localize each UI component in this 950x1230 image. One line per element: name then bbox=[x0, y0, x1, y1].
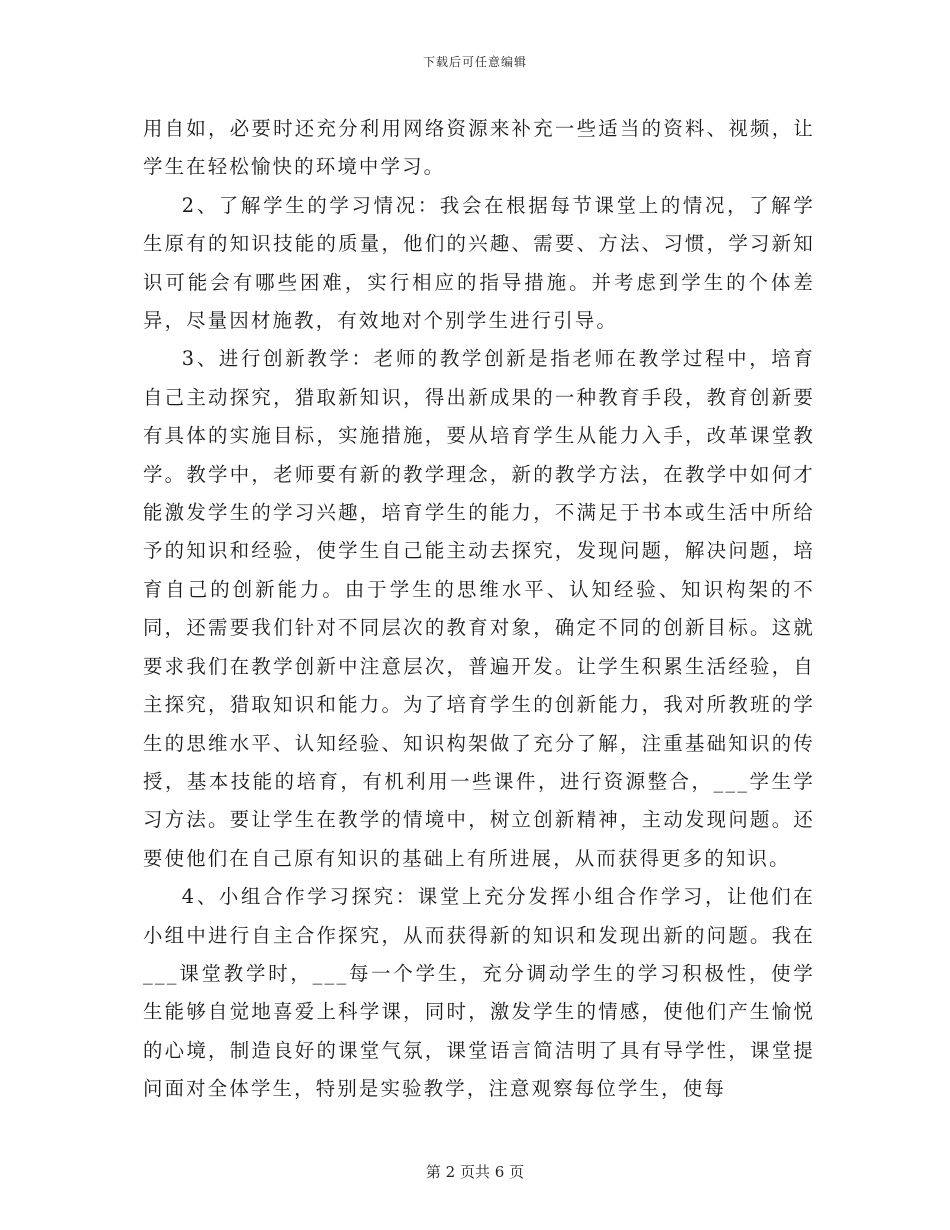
paragraph-item-4: 4、小组合作学习探究：课堂上充分发挥小组合作学习，让他们在小组中进行自主合作探究，从而获得新的知识和发现出新的问题。我在___课堂教学时，___每一个学生，充分调动学生的学习积极性，使学生能够自觉地喜爱上科学课，同时，激发学生的情感，使他们产生愉悦的心境，制造良好的课堂气氛，课堂语言简洁明了具有导学性，课堂提问面对全体学生，特别是实验教学，注意观察每位学生，使每 bbox=[143, 885, 815, 1101]
paragraph-item-2: 2、了解学生的学习情况：我会在根据每节课堂上的情况，了解学生原有的知识技能的质量，他们的兴趣、需要、方法、习惯，学习新知识可能会有哪些困难，实行相应的指导措施。并考虑到学生的个体差异，尽量因材施教，有效地对个别学生进行引导。 bbox=[143, 193, 815, 333]
page-header: 下载后可任意编辑 bbox=[422, 55, 527, 69]
paragraph-continuation: 用自如，必要时还充分利用网络资源来补充一些适当的资料、视频，让学生在轻松愉快的环境中学习。 bbox=[143, 117, 815, 179]
page-number-footer: 第 2 页共 6 页 bbox=[425, 1163, 525, 1181]
document-body bbox=[143, 110, 815, 1109]
paragraph-item-3: 3、进行创新教学：老师的教学创新是指老师在教学过程中，培育自己主动探究，猎取新知识，得出新成果的一种教育手段，教育创新要有具体的实施目标，实施措施，要从培育学生从能力入手，改革课堂教学。教学中，老师要有新的教学理念，新的教学方法，在教学中如何才能激发学生的学习兴趣，培育学生的能力，不满足于书本或生活中所给予的知识和经验，使学生自己能主动去探究，发现问题，解决问题，培育自己的创新能力。由于学生的思维水平、认知经验、知识构架的不同，还需要我们针对不同层次的教育对象，确定不同的创新目标。这就要求我们在教学创新中注意层次，普遍开发。让学生积累生活经验，自主探究，猎取知识和能力。为了培育学生的创新能力，我对所教班的学生的思维水平、认知经验、知识构架做了充分了解，注重基础知识的传授，基本技能的培育，有机利用一些课件，进行资源整合，___学生学习方法。要让学生在教学的情境中，树立创新精神，主动发现问题。还要使他们在自己原有知识的基础上有所进展，从而获得更多的知识。 bbox=[143, 347, 815, 870]
